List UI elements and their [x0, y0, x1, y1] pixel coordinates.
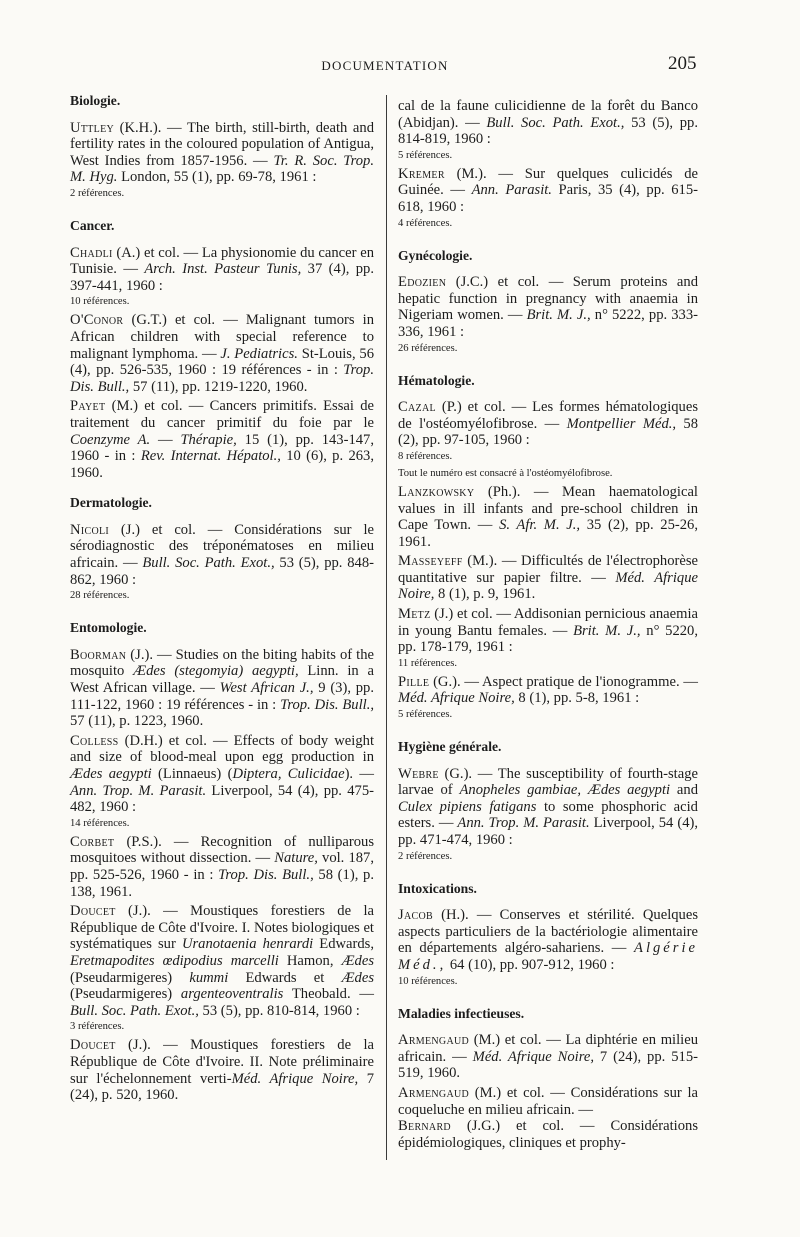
journal: Méd. Afrique Noire, — [398, 690, 515, 707]
journal: Bull. Soc. Path. Exot., — [142, 555, 275, 572]
reference-count: 28 références. — [70, 590, 130, 602]
citation-lanzkowsky: Lanzkowsky (Ph.). — Mean haematological values in ill infants and pre-school children in Cape Town. — S. Afr. M. J., 35 (2), pp. 25-26, 1961. — [398, 483, 699, 550]
citation-boorman: Boorman (J.). — Studies on the biting habits of the mosquito Ædes (stegomyia) aegypti, Linn. in a West African village. — West African J., 9 (3), pp. 111-122, 1960 : 19 références - in : Trop. Dis. Bull., 57 (11), p. 1223, 1960. — [70, 646, 375, 730]
reference-count: 5 références. — [398, 149, 453, 161]
citation-corbet: Corbet (P.S.). — Recognition of nulliparous mosquitoes without dissection. — Nature, vol. 187, pp. 525-526, 1960 - in : Trop. Dis. Bull., 58 (1), p. 138, 1961. — [70, 833, 374, 900]
author: Pille — [398, 673, 430, 690]
author: Doucet — [70, 903, 116, 920]
citation-note: Tout le numéro est consacré à l'ostéomyélofibrose. — [398, 467, 613, 479]
citation-nicoli: Nicoli (J.) et col. — Considérations sur le sérodiagnostic des tréponématoses en milieu africain. — Bull. Soc. Path. Exot., 53 (5), pp. 848-862, 1960 : — [70, 521, 374, 588]
reference-count: 8 références. — [398, 450, 453, 462]
citation-doucet-2-continued: cal de la faune culicidienne de la forêt du Banco (Abidjan). — Bull. Soc. Path. Exot., 53 (5), pp. 814-819, 1960 : — [398, 98, 698, 148]
author: Kremer — [398, 165, 445, 182]
citation-bernard: Bernard (J.G.) et col. — Considérations épidémiologiques, cliniques et prophy- — [398, 1118, 698, 1151]
citation-oconor: O'Conor (G.T.) et col. — Malignant tumors in African children with special reference to malignant lymphoma. — J. Pediatrics. St-Louis, 56 (4), pp. 526-535, 1960 : 19 références - in : Trop. Dis. Bull., 57 (11), pp. 1219-1220, 1960. — [70, 312, 374, 395]
reference-count: 14 références. — [70, 817, 130, 829]
reference-count: 11 références. — [398, 657, 458, 669]
author: Cazal — [398, 399, 436, 416]
reference-count: 26 références. — [398, 342, 458, 354]
author: Webre — [398, 765, 439, 782]
author: Corbet — [70, 833, 115, 850]
journal: Méd. Afrique Noire, — [398, 569, 698, 603]
citation-webre: Webre (G.). — The susceptibility of fourth-stage larvae of Anopheles gambiae, Ædes aegypti and Culex pipiens fatigans to some phosphoric acid esters. — Ann. Trop. M. Parasit. Liverpool, 54 (4), pp. 471-474, 1960 : — [398, 765, 698, 848]
author: Nicoli — [70, 521, 109, 538]
page-number: 205 — [668, 53, 697, 74]
column-divider — [386, 95, 387, 1160]
journal: Trop. Dis. Bull., — [218, 866, 314, 883]
author: O'Conor — [70, 312, 124, 329]
journal: S. Afr. M. J., — [499, 517, 581, 534]
author: Boorman — [70, 646, 127, 663]
journal: Trop. Dis. Bull., — [70, 362, 374, 395]
journal: Ann. Trop. M. Parasit. — [70, 782, 207, 799]
citation-jacob: Jacob (H.). — Conserves et stérilité. Quelques aspects particuliers de la bactériologie alimentaire en départements algéro-sahariens. — Algérie Méd., 64 (10), pp. 907-912, 1960 : — [398, 907, 698, 973]
journal: Nature, — [274, 850, 318, 867]
author: Armengaud — [398, 1032, 470, 1049]
section-heading-cancer: Cancer. — [70, 217, 115, 233]
citation-cazal: Cazal (P.) et col. — Les formes hématologiques de l'ostéomyélofibrose. — Montpellier Méd., 58 (2), pp. 97-105, 1960 : — [398, 399, 698, 449]
reference-count: 10 références. — [398, 975, 458, 987]
journal: Algérie Méd., — [398, 940, 698, 973]
citation-doucet-2: Doucet (J.). — Moustiques forestiers de la République de Côte d'Ivoire. II. Note préliminaire sur l'échelonnement verti-Méd. Afrique Noire, 7 (24), p. 520, 1960. — [70, 1037, 374, 1104]
citation-metz: Metz (J.) et col. — Addisonian pernicious anaemia in young Bantu females. — Brit. M. J., n° 5220, pp. 178-179, 1961 : — [398, 606, 698, 656]
journal: Bull. Soc. Path. Exot., — [486, 114, 625, 131]
journal: Thérapie, — [180, 431, 237, 448]
author: Lanzkowsky — [398, 483, 475, 500]
header-title: DOCUMENTATION — [321, 58, 449, 73]
journal: Bull. Soc. Path. Exot., — [70, 1002, 199, 1019]
author: Chadli — [70, 244, 113, 261]
reference-count: 10 références. — [70, 296, 130, 308]
author: Bernard — [398, 1118, 451, 1135]
journal: West African J., — [219, 680, 314, 697]
journal: Arch. Inst. Pasteur Tunis, — [144, 261, 302, 278]
author: Payet — [70, 398, 106, 415]
author: Colless — [70, 732, 119, 749]
citation-masseyeff: Masseyeff (M.). — Difficultés de l'électrophorèse quantitative sur papier filtre. — Méd. Afrique Noire, 8 (1), p. 9, 1961. — [398, 553, 698, 603]
citation-doucet-1: Doucet (J.). — Moustiques forestiers de la République de Côte d'Ivoire. I. Notes biologiques et systématiques sur Uranotaenia henrardi Edwards, Eretmapodites œdipodius marcelli Hamon, Ædes (Pseudarmigeres) kummi Edwards et Ædes (Pseudarmigeres) argenteoventralis Theobald. — Bull. Soc. Path. Exot., 53 (5), pp. 810-814, 1960 : — [70, 903, 374, 1019]
journal: Trop. Dis. Bull., — [280, 696, 374, 713]
section-heading-hygiene: Hygiène générale. — [398, 739, 502, 755]
citation-colless: Colless (D.H.) et col. — Effects of body weight and size of blood-meal upon egg production in Ædes aegypti (Linnaeus) (Diptera, Culicidae). — Ann. Trop. M. Parasit. Liverpool, 54 (4), pp. 475-482, 1960 : — [70, 732, 374, 816]
citation-edozien: Edozien (J.C.) et col. — Serum proteins and hepatic function in pregnancy with anaemia in Nigeriam women. — Brit. M. J., n° 5222, pp. 333-336, 1961 : — [398, 274, 698, 340]
journal: Tr. R. Soc. Trop. M. Hyg. — [70, 152, 374, 186]
journal: Méd. Afrique Noire, — [472, 1048, 594, 1065]
journal: Rev. Internat. Hépatol., — [140, 448, 281, 465]
reference-count: 2 références. — [398, 850, 453, 862]
section-heading-gynecologie: Gynécologie. — [398, 247, 473, 263]
section-heading-hematologie: Hématologie. — [398, 372, 475, 388]
citation-chadli: Chadli (A.) et col. — La physionomie du cancer en Tunisie. — Arch. Inst. Pasteur Tunis, 37 (4), pp. 397-441, 1960 : — [70, 244, 374, 294]
right-column — [398, 98, 698, 1151]
section-heading-entomologie: Entomologie. — [70, 620, 147, 636]
journal: Brit. M. J., — [526, 307, 591, 324]
reference-count: 5 références. — [398, 709, 453, 721]
reference-count: 3 références. — [70, 1021, 125, 1033]
journal: J. Pediatrics. — [220, 345, 298, 362]
left-column — [70, 93, 374, 1104]
section-heading-intoxications: Intoxications. — [398, 880, 477, 896]
journal: Montpellier Méd., — [566, 415, 677, 432]
citation-payet: Payet (M.) et col. — Cancers primitifs. Essai de traitement du cancer primitif du foie par le Coenzyme A. — Thérapie, 15 (1), pp. 143-147, 1960 - in : Rev. Internat. Hépatol., 10 (6), p. 263, 1960. — [70, 398, 374, 481]
author: Armengaud — [398, 1084, 470, 1101]
section-heading-dermatologie: Dermatologie. — [70, 495, 152, 511]
citation-uttley: Uttley (K.H.). — The birth, still-birth, death and fertility rates in the coloured population of Antigua, West Indies from 1857-1956. — Tr. R. Soc. Trop. M. Hyg. London, 55 (1), pp. 69-78, 1961 : — [70, 119, 374, 186]
section-heading-maladies-infectieuses: Maladies infectieuses. — [398, 1005, 525, 1021]
journal: Ann. Parasit. — [471, 182, 552, 199]
author: Doucet — [70, 1037, 116, 1054]
citation-armengaud-1: Armengaud (M.) et col. — La diphtérie en milieu africain. — Méd. Afrique Noire, 7 (24), pp. 515-519, 1960. — [398, 1032, 698, 1082]
journal: Méd. Afrique Noire, — [231, 1070, 359, 1087]
section-heading-biologie: Biologie. — [70, 93, 121, 108]
reference-count: 4 références. — [398, 217, 453, 229]
citation-pille: Pille (G.). — Aspect pratique de l'ionogramme. — Méd. Afrique Noire, 8 (1), pp. 5-8, 1961 : — [398, 673, 698, 707]
citation-armengaud-2: Armengaud (M.) et col. — Considérations sur la coqueluche en milieu africain. — — [398, 1084, 698, 1118]
journal: Ann. Trop. M. Parasit. — [457, 815, 590, 832]
author: Edozien — [398, 274, 447, 291]
author: Masseyeff — [398, 553, 463, 570]
reference-count: 2 références. — [70, 187, 125, 199]
citation-kremer: Kremer (M.). — Sur quelques culicidés de Guinée. — Ann. Parasit. Paris, 35 (4), pp. 615-618, 1960 : — [398, 165, 698, 215]
author: Metz — [398, 606, 431, 623]
journal: Brit. M. J., — [573, 622, 641, 639]
author: Uttley — [70, 119, 114, 136]
author: Jacob — [398, 907, 433, 924]
